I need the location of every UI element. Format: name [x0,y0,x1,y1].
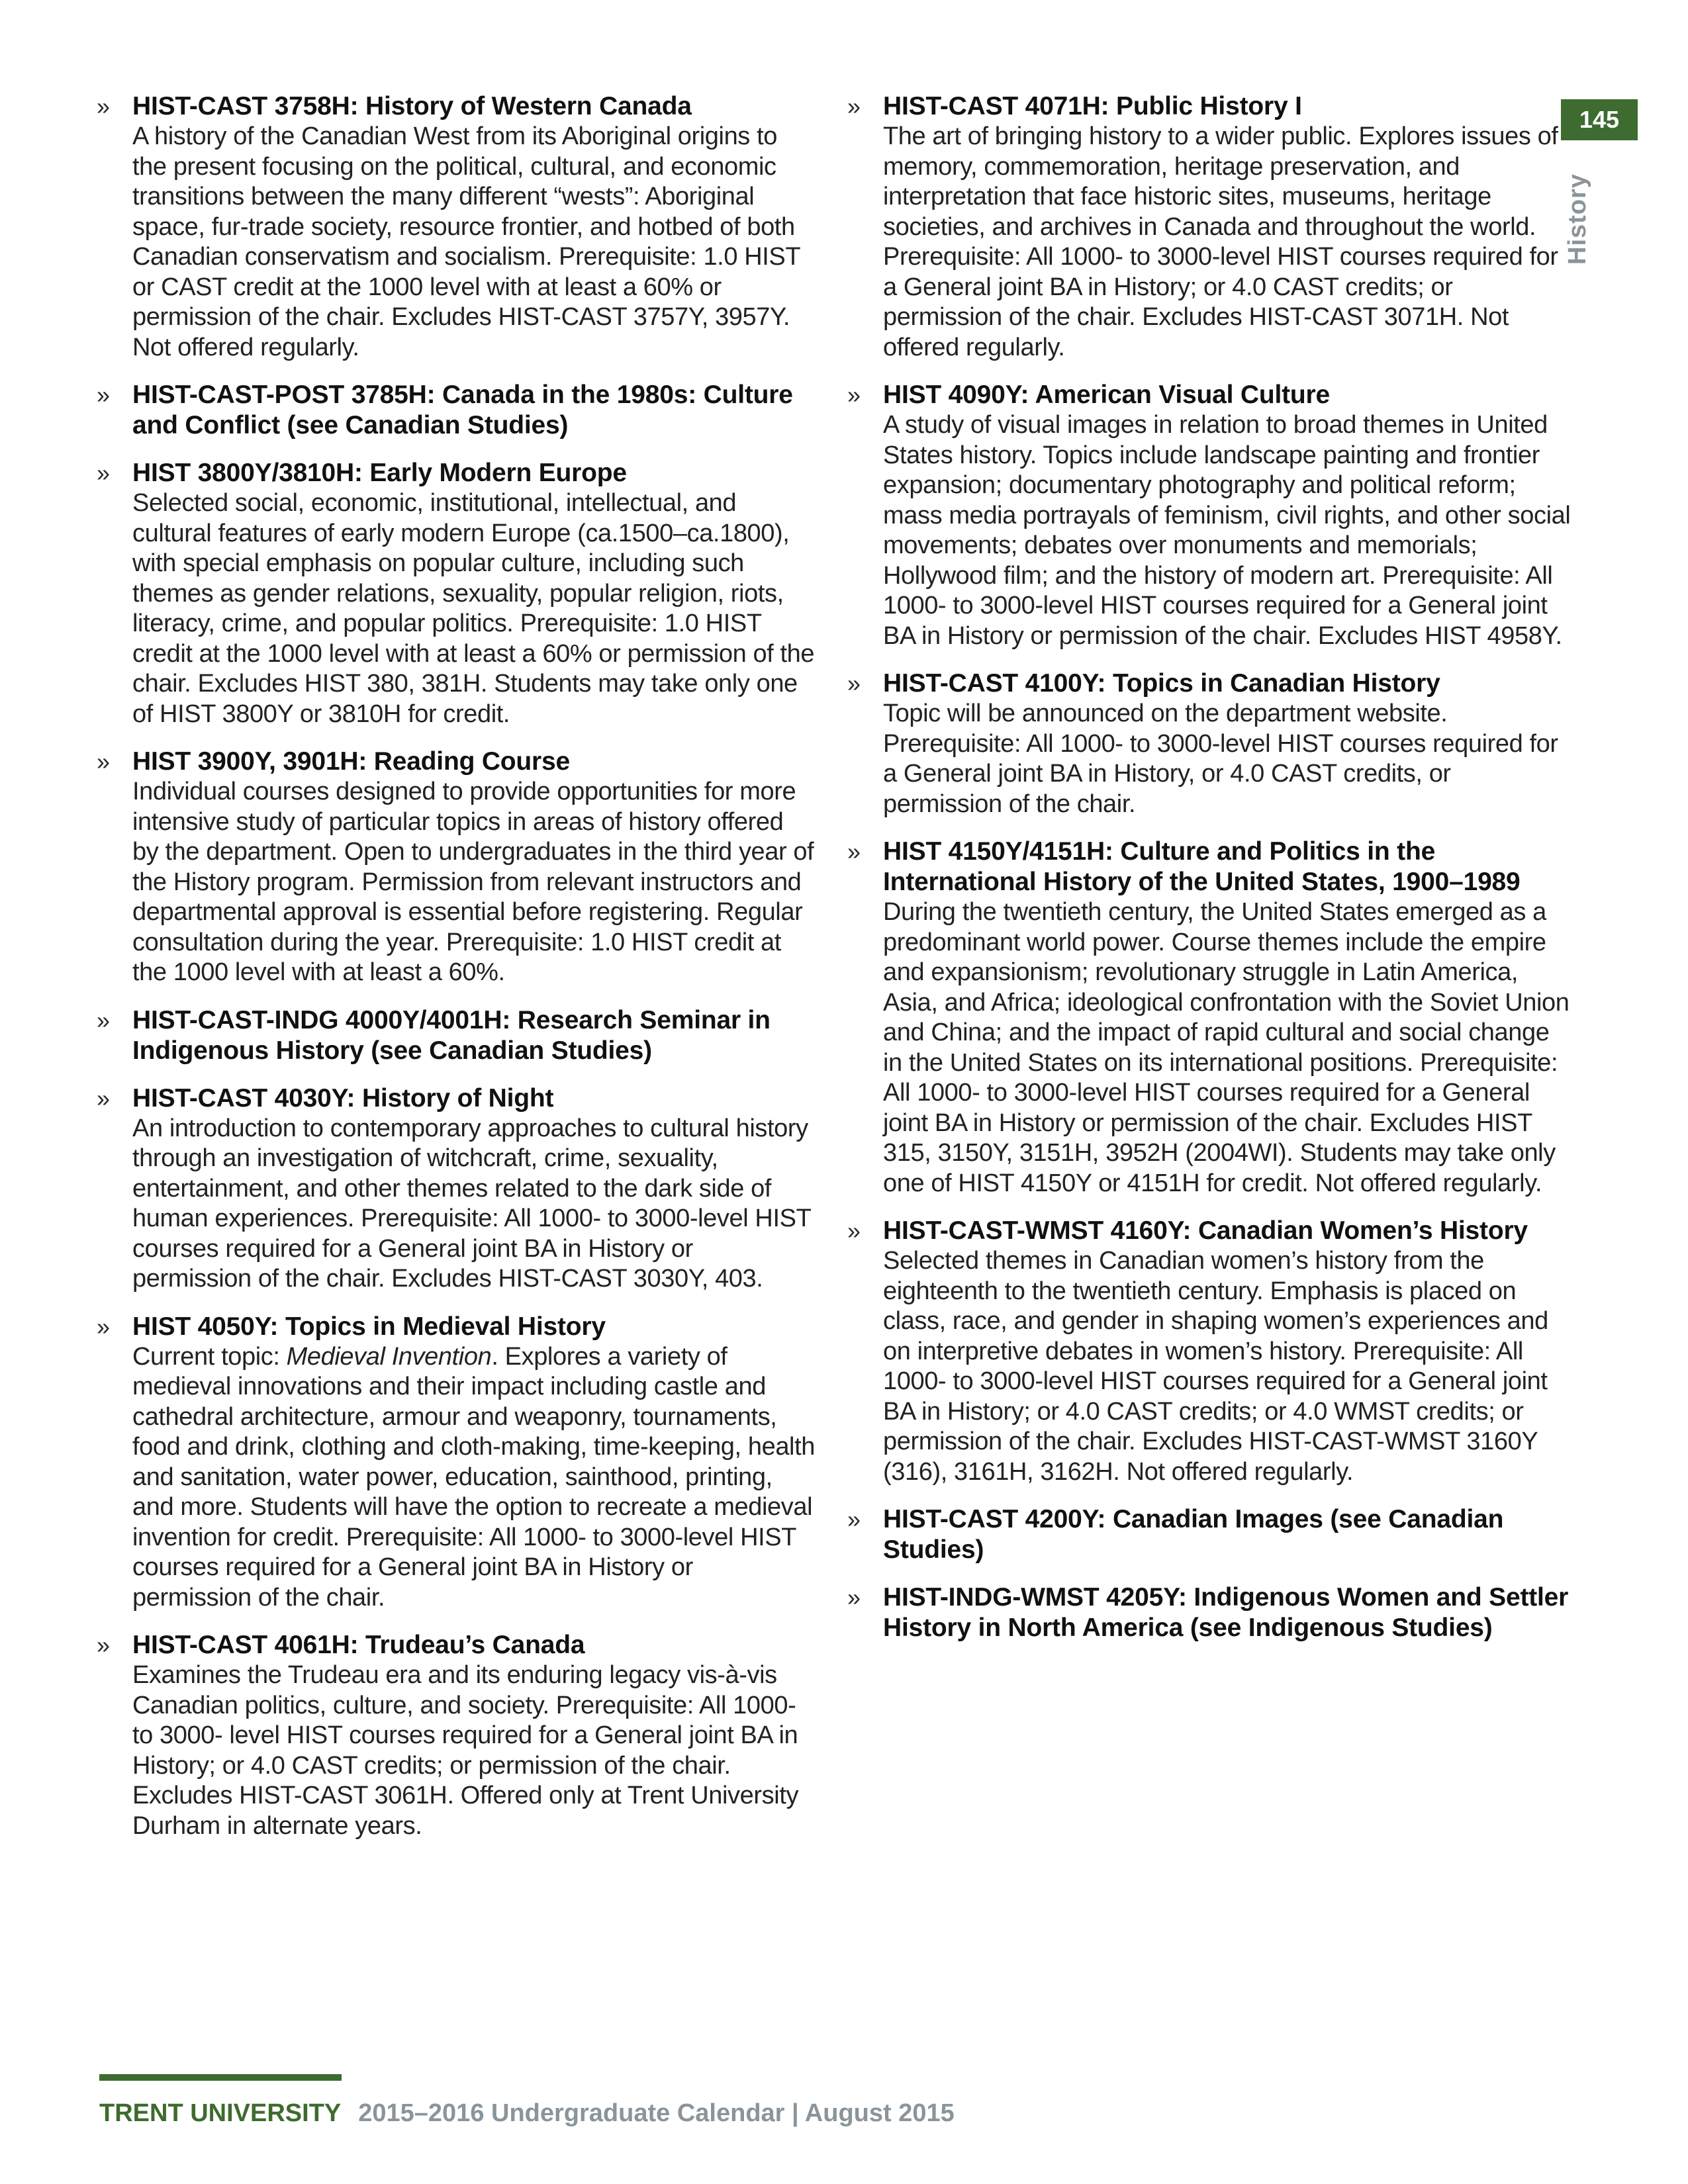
course-entry [94,1312,816,1614]
bullet: » [97,93,111,120]
course-title: HIST-INDG-WMST 4205Y: Indigenous Women and Settler History in North America (see Indigenous Studies) [883,1583,1569,1642]
page-number: 145 [1561,99,1638,140]
course-entry [94,1005,816,1066]
course-title: HIST-CAST-WMST 4160Y: Canadian Women’s History [883,1216,1528,1245]
bullet: » [847,381,861,408]
bullet: » [847,93,861,120]
course-entry [845,380,1573,651]
course-entry [94,91,816,363]
course-description: Examines the Trudeau era and its enduring legacy vis-à-vis Canadian politics, culture, and society. Prerequisite: All 1000- to 3000- level HIST courses required for a General joint BA in History; or 4.0 CAST credits; or permission of the chair. Excludes HIST-CAST 3061H. Offered only at Trent University Durham in alternate years. [132,1661,799,1840]
course-title: HIST-CAST 4100Y: Topics in Canadian History [883,669,1440,698]
course-title: HIST 4050Y: Topics in Medieval History [132,1312,606,1341]
course-description: An introduction to contemporary approaches to cultural history through an investigation of witchcraft, crime, sexuality, entertainment, and other themes related to the dark side of human experiences. Prerequisite: All 1000- to 3000-level HIST courses required for a General joint BA in History or permission of the chair. Excludes HIST-CAST 3030Y, 403. [132,1114,811,1293]
bullet: » [847,1584,861,1611]
left-column [94,91,816,1858]
course-title: HIST-CAST 4030Y: History of Night [132,1083,554,1113]
footer-university: TRENT UNIVERSITY [99,2099,342,2127]
bullet: » [97,1084,111,1112]
course-entry [845,1216,1573,1487]
bullet: » [97,1006,111,1034]
bullet: » [97,1312,111,1340]
course-title: HIST 3900Y, 3901H: Reading Course [132,747,570,776]
bullet: » [847,838,861,865]
course-title: HIST-CAST 4071H: Public History I [883,92,1302,120]
course-description: Selected social, economic, institutional, intellectual, and cultural features of early modern Europe (ca.1500–ca.1800), with special emphasis on popular culture, including such themes as gender relations, sexuality, popular religion, riots, literacy, crime, and popular politics. Prerequisite: 1.0 HIST credit at the 1000 level with at least a 60% or permission of the chair. Excludes HIST 380, 381H. Students may take only one of HIST 3800Y or 3810H for credit. [132,489,815,728]
course-description: A study of visual images in relation to broad themes in United States history. Topics include landscape painting and frontier expansion; documentary photography and political reform; mass media portrayals of feminism, civil rights, and other social movements; debates over monuments and memorials; Hollywood film; and the history of modern art. Prerequisite: All 1000- to 3000-level HIST courses required for a General joint BA in History or permission of the chair. Excludes HIST 4958Y. [883,411,1571,650]
course-entry [94,380,816,441]
course-title: HIST-CAST-INDG 4000Y/4001H: Research Seminar in Indigenous History (see Canadian Studies) [132,1005,771,1065]
bullet: » [97,1631,111,1659]
course-entry [94,1630,816,1841]
course-title: HIST 3800Y/3810H: Early Modern Europe [132,459,627,487]
bullet: » [847,1217,861,1244]
current-topic-italic: Medieval Invention [286,1342,492,1371]
course-title: HIST 4150Y/4151H: Culture and Politics in the International History of the United States, 1900–1989 [883,837,1521,896]
course-description: A history of the Canadian West from its Aboriginal origins to the present focusing on the political, cultural, and economic transitions between the many different “wests”: Aboriginal space, fur-trade society, resource frontier, and hotbed of both Canadian conservatism and socialism. Prerequisite: 1.0 HIST or CAST credit at the 1000 level with at least a 60% or permission of the chair. Excludes HIST-CAST 3757Y, 3957Y. Not offered regularly. [132,122,800,361]
right-column [845,91,1573,1661]
course-description [132,1342,816,1614]
course-description: Selected themes in Canadian women’s history from the eighteenth to the twentieth century. Emphasis is placed on class, race, and gender in shaping women’s experiences and on interpretive debates in women’s history. Prerequisite: All 1000- to 3000-level HIST courses required for a General joint BA in History; or 4.0 CAST credits; or 4.0 WMST credits; or permission of the chair. Excludes HIST-CAST-WMST 3160Y (316), 3161H, 3162H. Not offered regularly. [883,1247,1548,1486]
footer-rule [99,2074,342,2081]
course-title: HIST-CAST 3758H: History of Western Canada [132,92,692,120]
course-entry [845,837,1573,1199]
bullet: » [847,670,861,697]
course-entry [845,1504,1573,1565]
course-title: HIST-CAST 4061H: Trudeau’s Canada [132,1631,585,1659]
course-entry [94,747,816,988]
course-entry [94,458,816,729]
section-label: History [1564,173,1591,265]
course-entry [94,1083,816,1295]
bullet: » [97,381,111,408]
course-title: HIST-CAST 4200Y: Canadian Images (see Canadian Studies) [883,1505,1504,1564]
course-description: Topic will be announced on the department website. Prerequisite: All 1000- to 3000-level HIST courses required for a General joint BA in History, or 4.0 CAST credits, or permission of the chair. [883,700,1558,818]
bullet: » [847,1506,861,1533]
description-rest: . Explores a variety of medieval innovations and their impact including castle and cathedral architecture, armour and weaponry, tournaments, food and drink, clothing and cloth-making, time-keeping, health and sanitation, water power, education, sainthood, printing, and more. Students will have the option to recreate a medieval invention for credit. Prerequisite: All 1000- to 3000-level HIST courses required for a General joint BA in History or permission of the chair. [132,1342,815,1612]
course-description: Individual courses designed to provide opportunities for more intensive study of particular topics in areas of history offered by the department. Open to undergraduates in the third year of the History program. Permission from relevant instructors and departmental approval is essential before registering. Regular consultation during the year. Prerequisite: 1.0 HIST credit at the 1000 level with at least a 60%. [132,778,814,986]
course-entry [845,668,1573,819]
description-prefix: Current topic: [132,1342,287,1371]
footer [99,2097,955,2130]
course-description: The art of bringing history to a wider public. Explores issues of memory, commemoration, heritage preservation, and interpretation that face historic sites, museums, heritage societies, and archives in Canada and throughout the world. Prerequisite: All 1000- to 3000-level HIST courses required for a General joint BA in History; or 4.0 CAST credits; or permission of the chair. Excludes HIST-CAST 3071H. Not offered regularly. [883,122,1558,361]
course-title: HIST-CAST-POST 3785H: Canada in the 1980s: Culture and Conflict (see Canadian Studies) [132,381,793,439]
course-title: HIST 4090Y: American Visual Culture [883,381,1331,409]
bullet: » [97,459,111,486]
course-entry [845,91,1573,363]
course-entry [845,1582,1573,1643]
course-description: During the twentieth century, the United States emerged as a predominant world power. Course themes include the empire and expansionism; revolutionary struggle in Latin America, Asia, and Africa; ideological confrontation with the Soviet Union and China; and the impact of rapid cultural and social change in the United States on its international positions. Prerequisite: All 1000- to 3000-level HIST courses required for a General joint BA in History or permission of the chair. Excludes HIST 315, 3150Y, 3151H, 3952H (2004WI). Students may take only one of HIST 4150Y or 4151H for credit. Not offered regularly. [883,898,1570,1197]
footer-calendar: 2015–2016 Undergraduate Calendar | August 2015 [358,2099,955,2127]
bullet: » [97,748,111,775]
